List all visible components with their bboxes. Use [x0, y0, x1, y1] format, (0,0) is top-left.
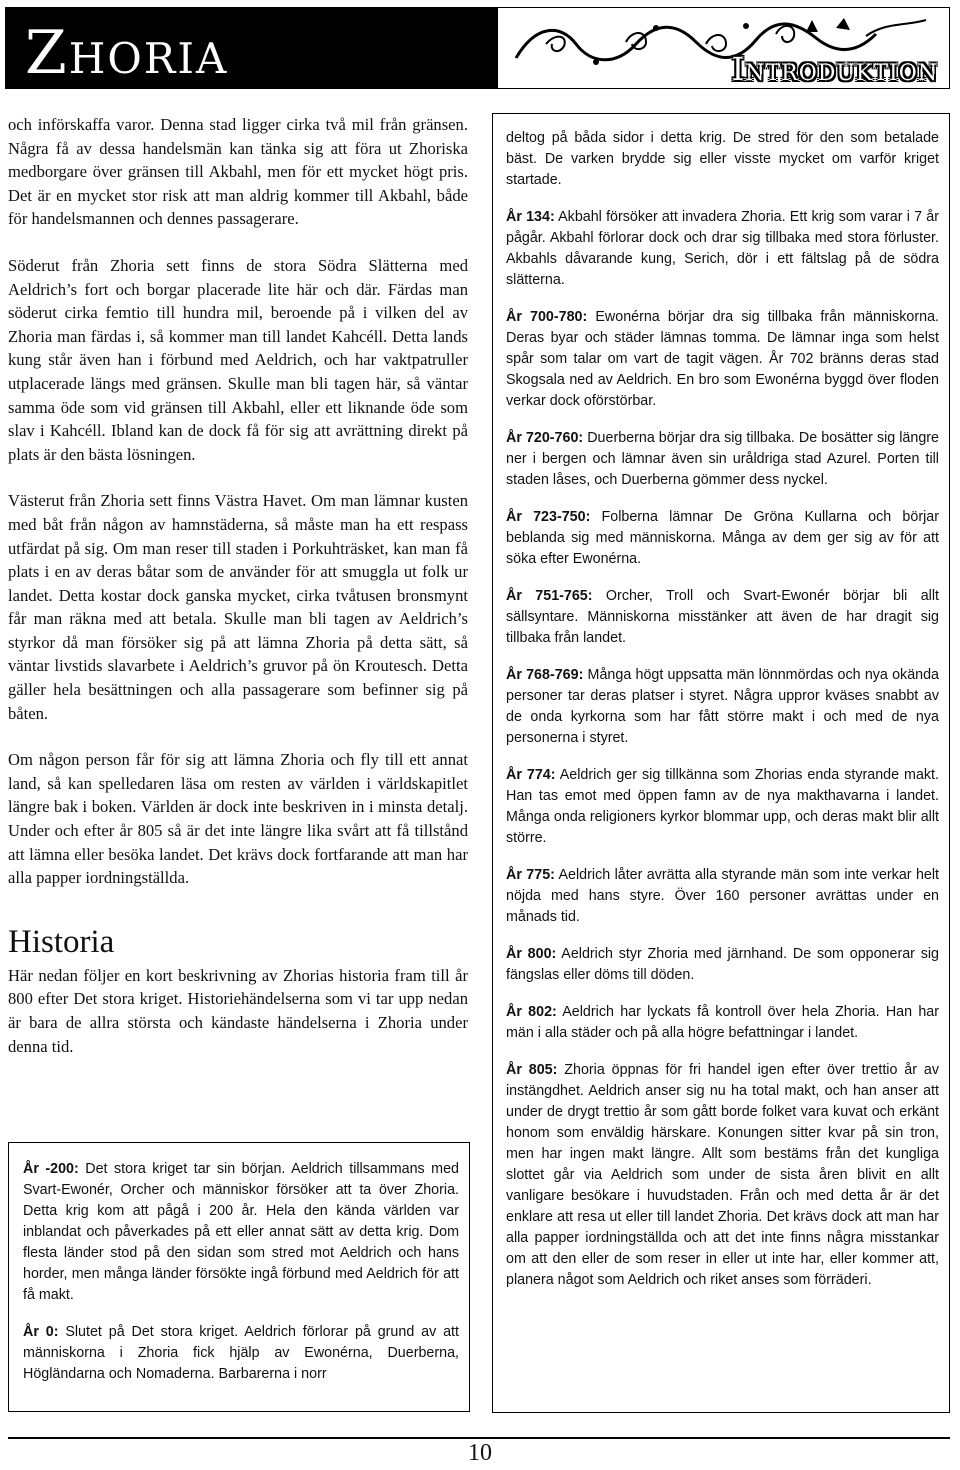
timeline-text: Orcher, Troll och Svart-Ewonér börjar bli allt sällsyntare. Människorna misstänker att även de har dragit sig tillbaka från landet.	[506, 588, 940, 646]
timeline-entry	[506, 428, 939, 491]
page-number: 10	[468, 1440, 492, 1466]
timeline-text: Aeldrich ger sig tillkänna som Zhorias enda styrande makt. Han tas emot med öppen famn av de nya makthavarna i landet. Många onda religioners kyrkor blommar upp, och deras makt blir allt större.	[506, 767, 939, 846]
timeline-entry	[506, 207, 939, 291]
timeline-text: Folberna lämnar De Gröna Kullarna och börjar beblanda sig med människorna. Många av dem ger sig av för att söka efter Ewonérna.	[506, 509, 939, 567]
timeline-entry	[506, 507, 939, 570]
timeline-entry	[23, 1159, 459, 1306]
timeline-entry	[506, 1002, 939, 1044]
history-intro: Här nedan följer en kort beskrivning av Zhorias historia fram till år 800 efter Det stora kriget. Historiehändelserna som vi tar upp nedan är bara de allra största och kändaste händelserna i Zhoria under denna tid.	[8, 965, 468, 1056]
timeline-text: Slutet på Det stora kriget. Aeldrich förlorar på grund av att människorna i Zhoria fick hjälp av Ewonérna, Duerberna, Högländarna och Nomaderna. Barbarerna i norr	[23, 1324, 459, 1382]
timeline-year: År 700-780:	[506, 309, 588, 325]
timeline-text: Ewonérna börjar dra sig tillbaka från människorna. Deras byar och städer lämnas tomma. De lämnar inga som helst spår som talar om vart de tagit vägen. År 702 bränns deras stad Skogsala ned av Aeldrich. En bro som Ewonérna byggd över floden verkar dock oförstörbar.	[506, 309, 939, 409]
timeline-text: Zhoria öppnas för fri handel igen efter över trettio år av instängdhet. Aeldrich anser sig nu ha total makt, och han anser att under de drygt trettio år som gått borde folket vara kuvat och erkänt honom som enväldig härskare. Konungen sitter kvar på sin tron, men har ingen makt längre. Allt som bestäms från det kungliga slottet går via Aeldrich som under de sista åren blivit en allt vanligare besökare i huvudstaden. Från och med detta år är det enklare att resa ut eller till landet Zhoria. Det krävs dock att man har alla papper iordningställda och att det inte finns några misstankar om att den eller de som reser in eller ut inte har, eller kommer att, planera något som Aeldrich och riket anses som förräderi.	[506, 1062, 939, 1288]
timeline-text: Många högt uppsatta män lönnmördas och nya okända personer tar deras platser i styret. Några uppror kväses snabbt av de onda kyrkorna som har fått större makt i och med de nya personerna i styret.	[506, 667, 940, 746]
timeline-text: Aeldrich har lyckats få kontroll över hela Zhoria. Han har män i alla städer och på alla högre befattningar i landet.	[506, 1004, 939, 1041]
body-paragraph: och införskaffa varor. Denna stad ligger cirka två mil från gränsen. Några få av dessa handelsmän kan tänka sig att föra ut Zhoriska medborgare över gränsen till Akbahl, men för ett mycket högt pris. Det är en mycket stor risk att man aldrig kommer till Akbahl, både för handelsmannen och dennes passagerare.	[8, 115, 468, 229]
timeline-text: deltog på båda sidor i detta krig. De stred för den som betalade bäst. De varken brydde sig eller visste mycket om varför kriget startade.	[506, 130, 939, 188]
book-title: Zhoria	[25, 18, 229, 88]
timeline-box-right	[492, 113, 950, 1413]
body-paragraph: Om någon person får för sig att lämna Zhoria och fly till ett annat land, så kan spelledaren läsa om resten av världen i världskapitlet längre bak i boken. Världen är dock inte beskriven in i minsta detalj. Under och efter år 805 så är det inte längre lika svårt att få tillstånd att lämna eller besöka landet. Det krävs dock fortfarande att man har alla papper iordningställda.	[8, 750, 468, 888]
section-title: Introduktion	[731, 50, 938, 88]
timeline-entry	[506, 586, 939, 649]
timeline-year: År 751-765:	[506, 588, 593, 604]
timeline-entry	[23, 1322, 459, 1385]
timeline-year: År 134:	[506, 209, 555, 225]
timeline-year: År 0:	[23, 1324, 59, 1340]
left-column	[8, 113, 468, 1058]
timeline-entry	[506, 128, 939, 191]
timeline-entry	[506, 765, 939, 849]
timeline-year: År 802:	[506, 1004, 557, 1020]
timeline-year: År 774:	[506, 767, 556, 783]
timeline-entry	[506, 865, 939, 928]
timeline-text: Aeldrich låter avrätta alla styrande män som inte verkar helt nöjda med hans styre. Över 160 personer avrättas under en månads tid.	[506, 867, 939, 925]
timeline-year: År 720-760:	[506, 430, 584, 446]
timeline-year: År 768-769:	[506, 667, 584, 683]
timeline-text: Akbahl försöker att invadera Zhoria. Ett krig som varar i 7 år pågår. Akbahl förlorar dock och drar sig tillbaka med stora förluster. Akbahls dåvarande kung, Serich, dör i ett fältslag på de södra slätterna.	[506, 209, 939, 288]
timeline-text: Aeldrich styr Zhoria med järnhand. De som opponerar sig fängslas eller döms till döden.	[506, 946, 939, 983]
timeline-year: År 805:	[506, 1062, 558, 1078]
timeline-text: Det stora kriget tar sin början. Aeldrich tillsammans med Svart-Ewonér, Orcher och människor försöker att ta över Zhoria. Detta krig kom att pågå i 200 år. Hela den kända världen var inblandat och påverkades på ett eller annat sätt av detta krig. Dom flesta länder stod på den sidan som stred mot Aeldrich och hans horder, men många länder försökte ingå förbund med Aeldrich för att få makt.	[23, 1161, 459, 1303]
timeline-entry	[506, 665, 939, 749]
timeline-entry	[506, 307, 939, 412]
timeline-year: År 723-750:	[506, 509, 591, 525]
timeline-entry	[506, 944, 939, 986]
timeline-box-left	[8, 1142, 470, 1412]
history-heading: Historia	[8, 923, 115, 960]
timeline-year: År 800:	[506, 946, 557, 962]
timeline-text: Duerberna börjar dra sig tillbaka. De bosätter sig längre ner i bergen och lämnar även sin uråldriga stad Azurel. Porten till staden låses, och Duerberna gömmer dess nyckel.	[506, 430, 939, 488]
timeline-entry	[506, 1060, 939, 1291]
page-header	[5, 7, 950, 89]
timeline-year: År -200:	[23, 1161, 79, 1177]
body-paragraph: Västerut från Zhoria sett finns Västra Havet. Om man lämnar kusten med båt från någon av hamnstäderna, så måste man ha ett respass utfärdat på sig. Om man reser till staden i Porkuhträsket, kan man få plats i en av deras båtar som de använder för att smuggla ut folk ur landet. Detta kostar dock ganska mycket, cirka tvåtusen bronsmynt får man räkna med att betala. Skulle man bli tagen av Aeldrich’s styrkor då man försöker sig på att lämna Zhoria på detta sätt, så väntar livstids slavarbete i Aeldrich’s gruvor på ön Kroutesch. Detta gäller hela besättningen och alla passagerare som befinner sig på båten.	[8, 491, 468, 723]
body-paragraph: Söderut från Zhoria sett finns de stora Södra Slätterna med Aeldrich’s fort och borgar placerade lite här och där. Färdas man söderut cirka femtio till hundra mil, beroende på i vilken del av Zhoria man färdas i, så kommer man till landet Kahcéll. Detta lands kung står även han i förbund med Aeldrich, och har vaktpatruller utplacerade längs med gränsen. Skulle man bli tagen här, så väntar samma öde som vid gränsen till Akbahl, eller ett liknande öde som slav i Kahcéll. Ibland kan de dock få för sig att avrättning direkt på plats är den bästa lösningen.	[8, 255, 468, 464]
timeline-year: År 775:	[506, 867, 555, 883]
